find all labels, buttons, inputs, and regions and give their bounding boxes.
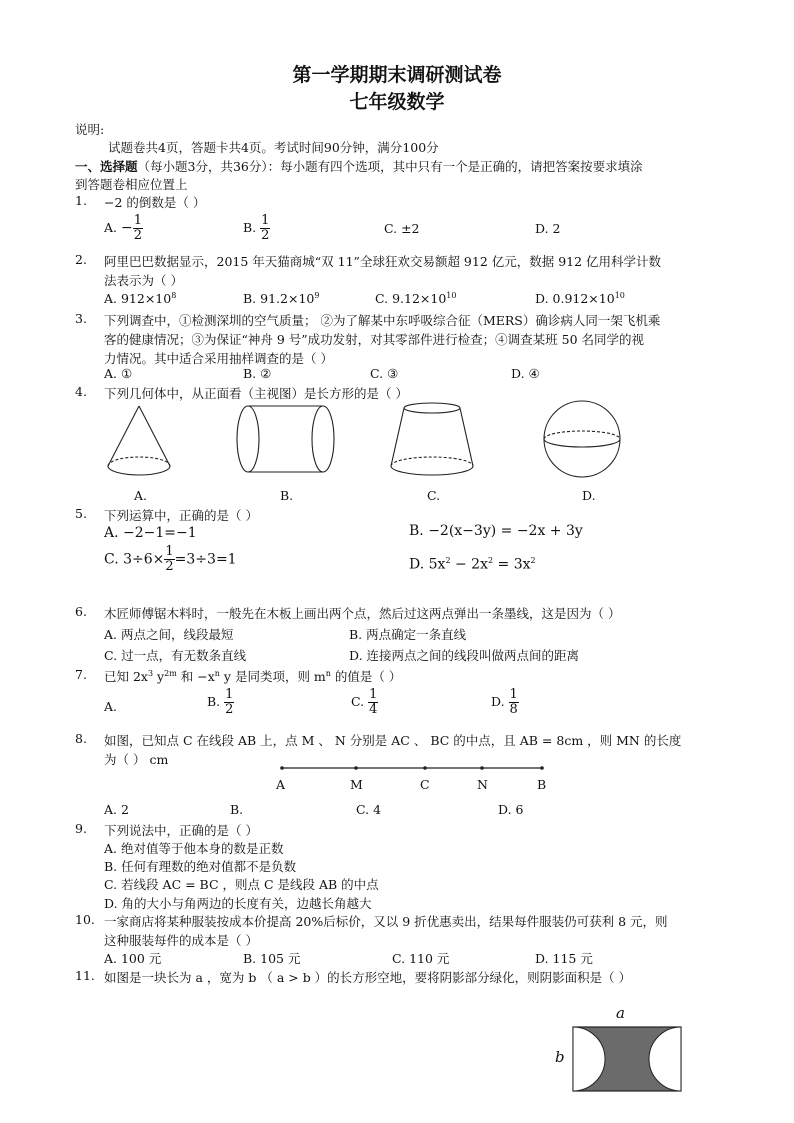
- q8-option-a: A. 2: [104, 802, 129, 817]
- q11-label-b: b: [555, 1048, 565, 1066]
- q8-point-c: C: [420, 777, 430, 792]
- q8-number: 8.: [75, 731, 87, 746]
- q5-d-2: − 2x: [450, 556, 488, 573]
- q7-option-b: [207, 688, 234, 717]
- q5-d-e1: 2: [445, 556, 451, 565]
- q5-d-e2: 2: [487, 556, 494, 565]
- q9-option-d: D. 角的大小与角两边的长度有关，边越长角越大: [104, 896, 372, 911]
- q1-b-label: B.: [243, 220, 257, 235]
- q3-number: 3.: [75, 311, 87, 326]
- q7-stem-mid1: y: [153, 669, 165, 684]
- q8-stem-2: 为（ ） cm: [104, 752, 169, 767]
- q9-option-a: A. 绝对值等于他本身的数是正数: [104, 841, 284, 856]
- q10-number: 10.: [75, 912, 95, 927]
- q8-option-d: D. 6: [498, 802, 524, 817]
- q2-option-a: [104, 291, 176, 306]
- q7-b-num: 1: [225, 687, 234, 702]
- q8-point-b: B: [537, 777, 547, 792]
- frustum-shape: [391, 403, 473, 475]
- q5-option-a: A. −2−1=−1: [104, 525, 197, 541]
- q5-d-e3: 2: [530, 556, 536, 565]
- q5-option-b: B. −2(x−3y) = −2x + 3y: [409, 523, 583, 539]
- q8-option-c: C. 4: [356, 802, 382, 817]
- q2-c-exp: 10: [446, 291, 457, 300]
- q1-a-num: 1: [133, 213, 143, 228]
- section-desc-2: 到答题卷相应位置上: [75, 177, 188, 192]
- q3-option-c: C. ③: [370, 366, 399, 381]
- section-desc: （每小题3分，共36分）：每小题有四个选项，其中只有一个是正确的，请把答案按要求填涂: [137, 159, 643, 174]
- q1-option-a: [104, 214, 143, 243]
- q7-stem-pre: 已知 2x: [104, 669, 148, 684]
- q1-a-frac: [133, 214, 143, 243]
- q7-d-den: 8: [509, 702, 518, 717]
- q5-c-pre: C. 3÷6×: [104, 551, 165, 568]
- notes-label: 说明:: [75, 122, 105, 137]
- cone-shape: [108, 406, 170, 475]
- q11-label-a: a: [616, 1004, 625, 1022]
- q3-option-b: B. ②: [243, 366, 272, 381]
- sphere-shape: [544, 401, 620, 477]
- q8-point-n: N: [477, 777, 488, 792]
- q2-option-b: [243, 291, 319, 306]
- cylinder-shape: [237, 406, 334, 472]
- q7-e2: 2m: [164, 668, 177, 678]
- q4-option-c: C.: [427, 488, 441, 503]
- q7-number: 7.: [75, 667, 87, 682]
- q4-number: 4.: [75, 384, 87, 399]
- q1-a-sign: −: [121, 220, 133, 236]
- q2-option-d: [535, 291, 625, 306]
- q7-e3: n: [214, 668, 220, 678]
- q8-stem-1: 如图，已知点 C 在线段 AB 上，点 M 、 N 分别是 AC 、 BC 的中点，且 AB = 8cm ，则 MN 的长度: [104, 733, 682, 748]
- q10-option-d: D. 115 元: [535, 951, 593, 966]
- q5-option-c: [104, 545, 237, 574]
- q6-option-c: C. 过一点，有无数条直线: [104, 648, 247, 663]
- section-heading-label: 一、选择题: [75, 159, 138, 174]
- q7-c-num: 1: [369, 687, 378, 702]
- q2-stem-1: 阿里巴巴数据显示，2015 年天猫商城“双 11”全球狂欢交易额超 912 亿元，数据 912 亿用科学计数: [104, 254, 662, 269]
- q7-stem-post: 的值是（ ）: [330, 669, 402, 684]
- q4-stem: 下列几何体中，从正面看（主视图）是长方形的是（ ）: [104, 386, 408, 401]
- q4-figures: [95, 398, 695, 488]
- q5-c-den: 2: [165, 559, 174, 574]
- q10-option-a: A. 100 元: [104, 951, 162, 966]
- notes-text: 试题卷共4页，答题卡共4页。考试时间90分钟，满分100分: [108, 140, 439, 155]
- q7-b-frac: [224, 688, 234, 717]
- q8-point-a: A: [276, 777, 286, 792]
- point-m-dot: [354, 766, 358, 770]
- q2-stem-2: 法表示为（ ）: [104, 273, 183, 288]
- q7-option-d: [491, 688, 519, 717]
- q7-stem-mid3: y 是同类项，则 m: [219, 669, 326, 684]
- q11-rectangle-figure: [570, 1024, 686, 1094]
- q7-b-label: B.: [207, 694, 221, 709]
- q1-number: 1.: [75, 193, 87, 208]
- q10-stem-1: 一家商店将某种服装按成本价提高 20%后标价，又以 9 折优惠卖出，结果每件服装仍可获利 8 元，则: [104, 914, 668, 929]
- q9-number: 9.: [75, 821, 87, 836]
- q1-option-b: [243, 214, 270, 243]
- q2-d-text: D. 0.912×10: [535, 291, 615, 307]
- q3-stem-3: 力情况。其中适合采用抽样调查的是（ ）: [104, 351, 333, 366]
- q6-number: 6.: [75, 604, 87, 619]
- q5-option-d: [409, 556, 536, 573]
- q7-option-a: A.: [104, 699, 118, 714]
- q1-option-d: D. 2: [535, 221, 561, 236]
- page-subtitle: 七年级数学: [349, 91, 445, 113]
- q5-c-frac: [164, 545, 174, 574]
- q9-stem: 下列说法中，正确的是（ ）: [104, 823, 258, 838]
- q5-d-1: D. 5x: [409, 556, 446, 573]
- point-a-dot: [280, 766, 284, 770]
- q1-stem: −2 的倒数是（ ）: [104, 195, 206, 210]
- q9-option-b: B. 任何有理数的绝对值都不是负数: [104, 859, 297, 874]
- q2-d-exp: 10: [614, 291, 625, 300]
- q1-b-den: 2: [261, 228, 270, 243]
- q2-b-exp: 9: [314, 291, 320, 300]
- q1-b-num: 1: [261, 213, 270, 228]
- q5-stem: 下列运算中，正确的是（ ）: [104, 508, 258, 523]
- q8-option-b: B.: [230, 802, 244, 817]
- point-c-dot: [423, 766, 427, 770]
- q6-option-a: A. 两点之间，线段最短: [104, 627, 234, 642]
- q4-option-b: B.: [280, 488, 294, 503]
- q7-c-label: C.: [351, 694, 365, 709]
- q4-option-d: D.: [582, 488, 596, 503]
- q3-stem-1: 下列调查中，①检测深圳的空气质量； ②为了解某中东呼吸综合征（MERS）确诊病人同一架飞机乘: [104, 313, 661, 328]
- q2-a-text: A. 912×10: [104, 291, 172, 307]
- q2-b-text: B. 91.2×10: [243, 291, 315, 307]
- q8-point-m: M: [350, 777, 363, 792]
- q3-stem-2: 客的健康情况；③为保证“神舟 9 号”成功发射，对其零部件进行检查；④调查某班 50 名同学的视: [104, 332, 645, 347]
- q1-option-c: C. ±2: [384, 221, 420, 236]
- q7-stem: [104, 667, 401, 685]
- q10-option-b: B. 105 元: [243, 951, 301, 966]
- q11-number: 11.: [75, 968, 95, 983]
- q1-a-label: A.: [104, 220, 118, 235]
- q6-option-b: B. 两点确定一条直线: [349, 627, 467, 642]
- q10-option-c: C. 110 元: [392, 951, 450, 966]
- q2-c-text: C. 9.12×10: [375, 291, 447, 307]
- q5-d-3: = 3x: [493, 556, 531, 573]
- q10-stem-2: 这种服装每件的成本是（ ）: [104, 933, 258, 948]
- q2-option-c: [375, 291, 456, 306]
- q7-e1: 3: [147, 668, 154, 678]
- q7-e4: n: [325, 668, 331, 678]
- point-n-dot: [480, 766, 484, 770]
- q7-d-label: D.: [491, 694, 505, 709]
- q7-d-frac: [509, 688, 519, 717]
- q9-option-c: C. 若线段 AC = BC ，则点 C 是线段 AB 的中点: [104, 877, 379, 892]
- q6-stem: 木匠师傅锯木料时，一般先在木板上画出两个点，然后过这两点弹出一条墨线，这是因为（ ）: [104, 606, 621, 621]
- q6-option-d: D. 连接两点之间的线段叫做两点间的距离: [349, 648, 580, 663]
- q7-c-frac: [368, 688, 378, 717]
- q2-a-exp: 8: [171, 291, 177, 300]
- q4-option-a: A.: [134, 488, 148, 503]
- q7-d-num: 1: [509, 687, 518, 702]
- page-title: 第一学期期末调研测试卷: [292, 64, 502, 86]
- q7-c-den: 4: [369, 702, 378, 717]
- q5-c-post: =3÷3=1: [174, 551, 237, 568]
- q3-option-d: D. ④: [511, 366, 540, 381]
- q8-segment-figure: [270, 762, 560, 796]
- section-heading: [75, 157, 643, 175]
- q3-option-a: A. ①: [104, 366, 133, 381]
- q5-c-num: 1: [165, 544, 174, 559]
- q7-b-den: 2: [225, 702, 234, 717]
- q11-stem: 如图是一块长为 a ，宽为 b （ a > b ）的长方形空地，要将阴影部分绿化，则阴影面积是（ ）: [104, 970, 632, 985]
- q7-option-c: [351, 688, 378, 717]
- q1-b-frac: [260, 214, 270, 243]
- point-b-dot: [540, 766, 544, 770]
- q1-a-den: 2: [133, 228, 143, 243]
- q5-number: 5.: [75, 506, 87, 521]
- q2-number: 2.: [75, 252, 87, 267]
- q7-stem-mid2: 和 −x: [176, 669, 215, 684]
